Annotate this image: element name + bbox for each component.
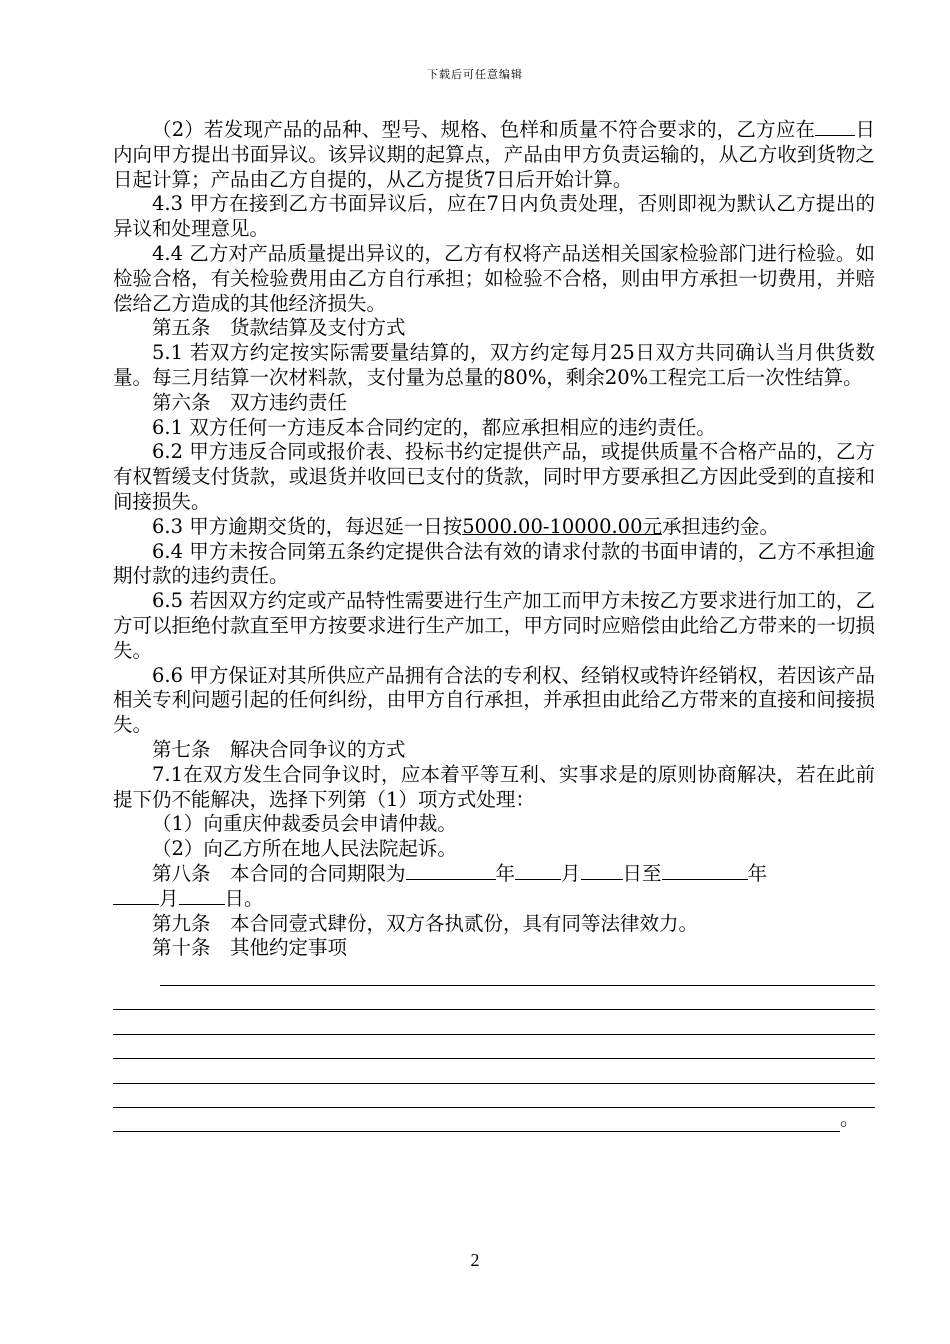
option-1: （1）向重庆仲裁委员会申请仲裁。	[152, 812, 457, 836]
blank-line-last	[113, 1108, 875, 1132]
para-6-1: 6.1 双方任何一方违反本合同约定的，都应承担相应的违约责任。	[152, 415, 716, 439]
para-6-5: 6.5 若因双方约定或产品特性需要进行生产加工而甲方未按乙方要求进行加工的，乙方可以拒绝付款直至甲方按要求进行生产加工，甲方同时应赔偿由此给乙方带来的一切损失。	[113, 589, 875, 662]
para-text: 日内向甲方提出书面异议。该异议期的起算点，产品由甲方负责运输的，从乙方收到货物之日起计算；产品由乙方自提的，从乙方提货7日后开始计算。	[113, 118, 875, 191]
label-day-to: 日至	[622, 861, 662, 885]
article-9: 第九条 本合同壹式肆份，双方各执贰份，具有同等法律效力。	[152, 911, 699, 935]
para-7-1: 7.1在双方发生合同争议时，应本着平等互利、实事求是的原则协商解决，若在此前提下仍不能解决，选择下列第（1）项方式处理：	[113, 762, 875, 811]
para-text: 承担违约金。	[662, 514, 780, 538]
blank-line	[160, 961, 875, 986]
label-month: 月	[159, 886, 179, 910]
label-year: 年	[495, 861, 516, 885]
blank-line	[113, 1059, 875, 1084]
end-mark: 。	[840, 1106, 860, 1130]
para-4-2-2	[113, 118, 875, 192]
label-month: 月	[561, 861, 581, 885]
para-5-1: 5.1 若双方约定按实际需要量结算的，双方约定每月25日双方共同确认当月供货数量。每三月结算一次材料款，支付量为总量的80%，剩余20%工程完工后一次性结算。	[113, 341, 875, 389]
para-6-4: 6.4 甲方未按合同第五条约定提供合法有效的请求付款的书面申请的，乙方不承担逾期付款的违约责任。	[113, 539, 875, 588]
article-7-heading: 第七条 解决合同争议的方式	[152, 737, 406, 761]
para-6-3	[113, 515, 875, 540]
blank-start-day	[581, 862, 623, 880]
page-header: 下载后可任意编辑	[427, 68, 523, 81]
option-2: （2）向乙方所在地人民法院起诉。	[152, 837, 457, 861]
article-10-heading: 第十条 其他约定事项	[152, 936, 348, 960]
document-body	[113, 118, 875, 1132]
blank-segment	[113, 1108, 840, 1132]
article-8	[113, 862, 875, 912]
blank-end-day	[179, 887, 225, 905]
blank-line	[113, 1010, 875, 1035]
para-text: 6.3 甲方逾期交货的，每迟延一日按	[152, 514, 463, 538]
penalty-amount: 5000.00-10000.00元	[462, 514, 662, 538]
blank-end-month	[113, 887, 159, 905]
blank-start-month	[515, 862, 561, 880]
blank-line	[113, 1035, 875, 1060]
para-text: （2）若发现产品的品种、型号、规格、色样和质量不符合要求的，乙方应在	[152, 118, 816, 141]
para-4-4: 4.4 乙方对产品质量提出异议的，乙方有权将产品送相关国家检验部门进行检验。如检验合格，有关检验费用由乙方自行承担；如检验不合格，则由甲方承担一切费用，并赔偿给乙方造成的其他经济损失。	[113, 241, 875, 315]
para-6-2: 6.2 甲方违反合同或报价表、投标书约定提供产品，或提供质量不合格产品的，乙方有权暂缓支付货款，或退货并收回已支付的货款，同时甲方要承担乙方因此受到的直接和间接损失。	[113, 440, 875, 513]
blank-line	[113, 986, 875, 1011]
article-6-heading: 第六条 双方违约责任	[152, 390, 348, 414]
label-day: 日。	[224, 886, 264, 910]
blank-line	[113, 1084, 875, 1109]
article-5-heading: 第五条 货款结算及支付方式	[152, 316, 406, 340]
label-year: 年	[747, 861, 768, 885]
blank-start-year	[406, 862, 496, 880]
page-number: 2	[470, 1250, 480, 1270]
para-4-3: 4.3 甲方在接到乙方书面异议后，应在7日内负责处理，否则即视为默认乙方提出的异议和处理意见。	[113, 192, 875, 241]
para-text: 第八条 本合同的合同期限为	[152, 861, 406, 885]
blank-end-year	[662, 862, 748, 880]
blank-days	[815, 118, 855, 136]
para-6-6: 6.6 甲方保证对其所供应产品拥有合法的专利权、经销权或特许经销权，若因该产品相关专利问题引起的任何纠纷，由甲方自行承担，并承担由此给乙方带来的直接和间接损失。	[113, 663, 875, 737]
